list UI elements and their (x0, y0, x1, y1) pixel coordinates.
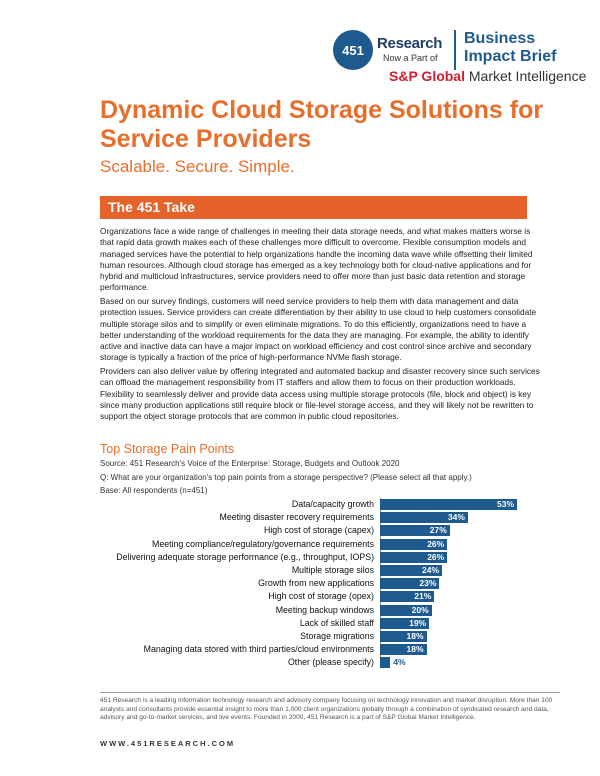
page-title: Dynamic Cloud Storage Solutions for Service Providers (100, 96, 544, 153)
451-logo-mark: 451 (333, 30, 373, 70)
chart-row (100, 577, 540, 590)
chart-bar (380, 644, 427, 655)
chart-base: Base: All respondents (n=451) (100, 486, 208, 495)
chart-bar (380, 657, 406, 668)
chart-value-label: 53% (496, 499, 514, 509)
chart-value-label: 18% (406, 644, 424, 655)
chart-category-label: Lack of skilled staff (299, 617, 374, 628)
brand-header (333, 30, 593, 90)
section-header-bar (100, 196, 527, 219)
chart-row (100, 590, 540, 603)
chart-row (100, 538, 540, 551)
chart-row (100, 617, 540, 630)
chart-row (100, 604, 540, 617)
chart-category-label: Growth from new applications (258, 578, 374, 589)
chart-value-label: 4% (393, 657, 406, 668)
chart-bar (380, 525, 450, 536)
chart-title: Top Storage Pain Points (100, 442, 235, 456)
chart-value-label: 26% (427, 551, 445, 562)
brief-type-title: Business Impact Brief (464, 30, 557, 65)
chart-category-label: Meeting backup windows (275, 604, 374, 615)
chart-bar (380, 591, 434, 602)
footer-divider (100, 692, 560, 693)
pain-points-bar-chart (100, 498, 540, 670)
chart-category-label: Meeting disaster recovery requirements (219, 512, 374, 523)
chart-category-label: Data/capacity growth (291, 499, 374, 509)
paragraph-1: Organizations face a wide range of challenges in meeting their data storage needs, and what makes matters worse is that rapid data growth makes each of these challenges more difficult to overcome. Flexible consumption models and managed services have the potential to help organizations handle the incoming data wave while offsetting their limited human resources. Although cloud storage has emerged as a key technology both for cloud-native applications and for hybrid and multicloud infrastructures, service providers need to offer more than just basic data retention and storage performance. (100, 226, 533, 293)
chart-row (100, 498, 540, 511)
chart-bar (380, 552, 447, 563)
chart-row (100, 511, 540, 524)
chart-category-label: Meeting compliance/regulatory/governance requirements (152, 538, 374, 549)
chart-question: Q: What are your organization's top pain points from a storage perspective? (Please select all that apply.) (100, 473, 472, 482)
chart-category-label: High cost of storage (opex) (268, 591, 374, 602)
chart-value-label: 21% (414, 591, 432, 602)
chart-value-label: 20% (411, 604, 429, 615)
chart-bar (380, 605, 432, 616)
chart-bar (380, 618, 429, 629)
chart-category-label: Multiple storage silos (291, 565, 374, 575)
chart-row (100, 551, 540, 564)
chart-category-label: Managing data stored with third parties/cloud environments (143, 644, 374, 655)
chart-value-label: 19% (409, 617, 427, 628)
chart-source: Source: 451 Research's Voice of the Enterprise: Storage, Budgets and Outlook 2020 (100, 459, 400, 468)
footer-about-text: 451 Research is a leading information technology research and advisory company focusing on technology innovation and market disruption. More than 100 analysts and consultants provide essential insight to more than 1,000 client organizations globally through a combination of syndicated research and data, advisory and go-to-market services, and live events. Founded in 2000, 451 Research is a part of S&P Global Market Intelligence. (100, 697, 553, 722)
chart-category-label: Delivering adequate storage performance (e.g., throughput, IOPS) (116, 551, 374, 562)
chart-value-label: 24% (422, 565, 440, 575)
chart-bar (380, 565, 442, 576)
logo-subtext: Now a Part of (383, 53, 438, 63)
chart-bar (380, 499, 517, 510)
chart-category-label: High cost of storage (capex) (263, 525, 374, 536)
brand-divider (454, 30, 456, 70)
chart-bar (380, 539, 447, 550)
chart-value-label: 34% (447, 512, 465, 523)
footer-website-link[interactable]: WWW.451RESEARCH.COM (100, 739, 236, 748)
chart-bar (380, 631, 427, 642)
section-header-label: The 451 Take (108, 199, 195, 215)
paragraph-3: Providers can also deliver value by offering integrated and automated backup and disaster recovery since such services can offload the management responsibility from IT staffers and allow them to focus on their production workloads. Flexibility to seamlessly deliver and provide data access using multiple storage protocols (file, block and object) is key since many production applications still require block or file-level storage access, and they will likely not be rewritten to support the object storage protocols that are common in public cloud repositories. (100, 366, 540, 422)
chart-value-label: 18% (406, 631, 424, 641)
paragraph-2: Based on our survey findings, customers will need service providers to help them with data management and data protection issues. Service providers can create differentiation by their ability to use cloud to help customers consolidate multiple storage silos and to simplify or even eliminate migrations. To do this efficiently, organizations need to have a better understanding of the workload requirements for the data they are managing. For example, the ability to identify active and inactive data can have a major impact on workload efficiency and cost control since archive and secondary storage is typically a fraction of the price of high-performance NVMe flash storage. (100, 296, 537, 363)
chart-category-label: Other (please specify) (287, 657, 374, 668)
chart-row (100, 564, 540, 577)
chart-category-label: Storage migrations (300, 631, 374, 641)
page-subtitle: Scalable. Secure. Simple. (100, 157, 295, 176)
chart-bar (380, 578, 439, 589)
chart-row (100, 656, 540, 669)
chart-value-label: 26% (427, 538, 445, 549)
chart-row (100, 524, 540, 537)
logo-word: Research (377, 35, 443, 52)
chart-value-label: 27% (429, 525, 447, 536)
chart-bar (380, 512, 468, 523)
spg-logo: S&P Global Market Intelligence (389, 68, 587, 84)
chart-value-label: 23% (419, 578, 437, 589)
chart-row (100, 630, 540, 643)
chart-row (100, 643, 540, 656)
